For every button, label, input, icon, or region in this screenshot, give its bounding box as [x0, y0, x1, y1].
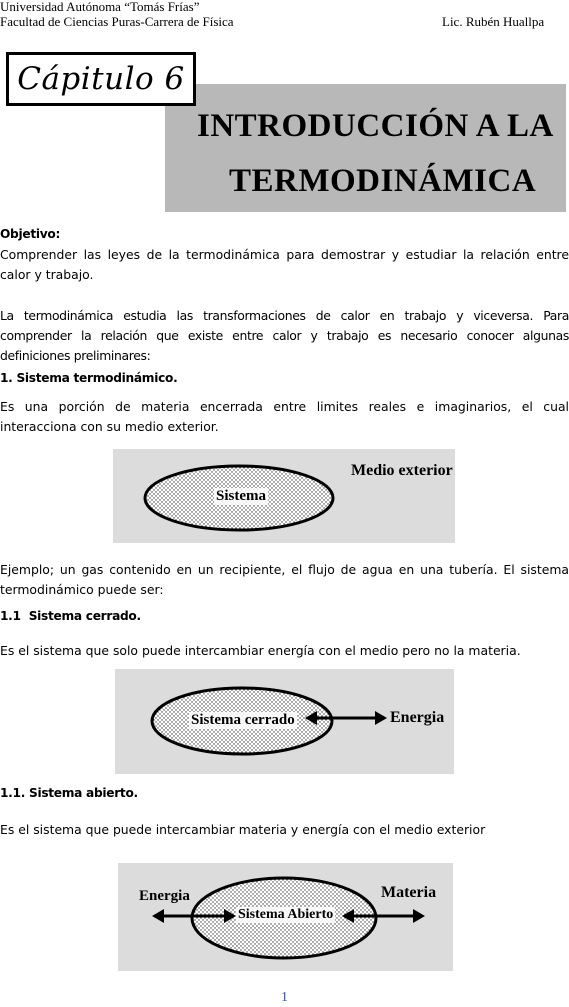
section1-1-heading	[0, 609, 141, 623]
section1-heading: 1. Sistema termodinámico.	[0, 371, 178, 385]
open-system-label: Sistema Abierto	[238, 907, 334, 922]
closed-system-label: Sistema cerrado	[191, 712, 295, 728]
system-label: Sistema	[216, 488, 266, 504]
chapter-title-line2: TERMODINÁMICA	[229, 163, 537, 199]
header-author: Lic. Rubén Huallpa	[442, 14, 545, 29]
closed-system-diagram	[115, 669, 454, 774]
system-diagram	[113, 449, 455, 543]
chapter-label: Cápitulo 6	[6, 52, 196, 106]
energy-label-open: Energia	[139, 888, 190, 904]
example-text: Ejemplo; un gas contenido en un recipiente, el flujo de agua en una tubería. El sistema termodinámico puede ser:	[0, 562, 569, 597]
section1-1-text: Es el sistema que solo puede intercambiar energía con el medio pero no la materia.	[0, 643, 521, 658]
energy-label-closed: Energia	[390, 709, 445, 726]
energy-arrow-right-head	[375, 711, 387, 725]
page-number: 1	[281, 990, 288, 1005]
objective-text: Comprender las leyes de la termodinámica para demostrar y estudiar la relación entre calor y trabajo.	[0, 247, 569, 282]
section1-1-number: 1.1	[0, 609, 21, 623]
header-faculty: Facultad de Ciencias Puras-Carrera de Física	[0, 14, 234, 29]
section1-text: Es una porción de materia encerrada entre limites reales e imaginarios, el cual interacciona con su medio exterior.	[0, 399, 569, 434]
objective-heading: Objetivo:	[0, 227, 61, 241]
matter-arrow-right-head	[413, 909, 425, 923]
section1-1-title: Sistema cerrado.	[28, 609, 141, 623]
section-open-heading: 1.1. Sistema abierto.	[0, 786, 138, 800]
matter-label: Materia	[381, 884, 437, 901]
open-system-diagram	[118, 863, 453, 971]
chapter-title-box	[165, 84, 566, 212]
intro-text: La termodinámica estudia las transformaciones de calor en trabajo y viceversa. Para comprender la relación que existe entre calor y trabajo es necesario conocer algunas definiciones preliminares:	[0, 308, 569, 363]
chapter-title-line1: INTRODUCCIÓN A LA	[197, 108, 554, 144]
open-energy-arrow-left-head	[152, 909, 164, 923]
header-university: Universidad Autónoma “Tomás Frías”	[0, 0, 200, 14]
section-open-text: Es el sistema que puede intercambiar materia y energía con el medio exterior	[0, 822, 486, 837]
exterior-label: Medio exterior	[351, 462, 453, 479]
